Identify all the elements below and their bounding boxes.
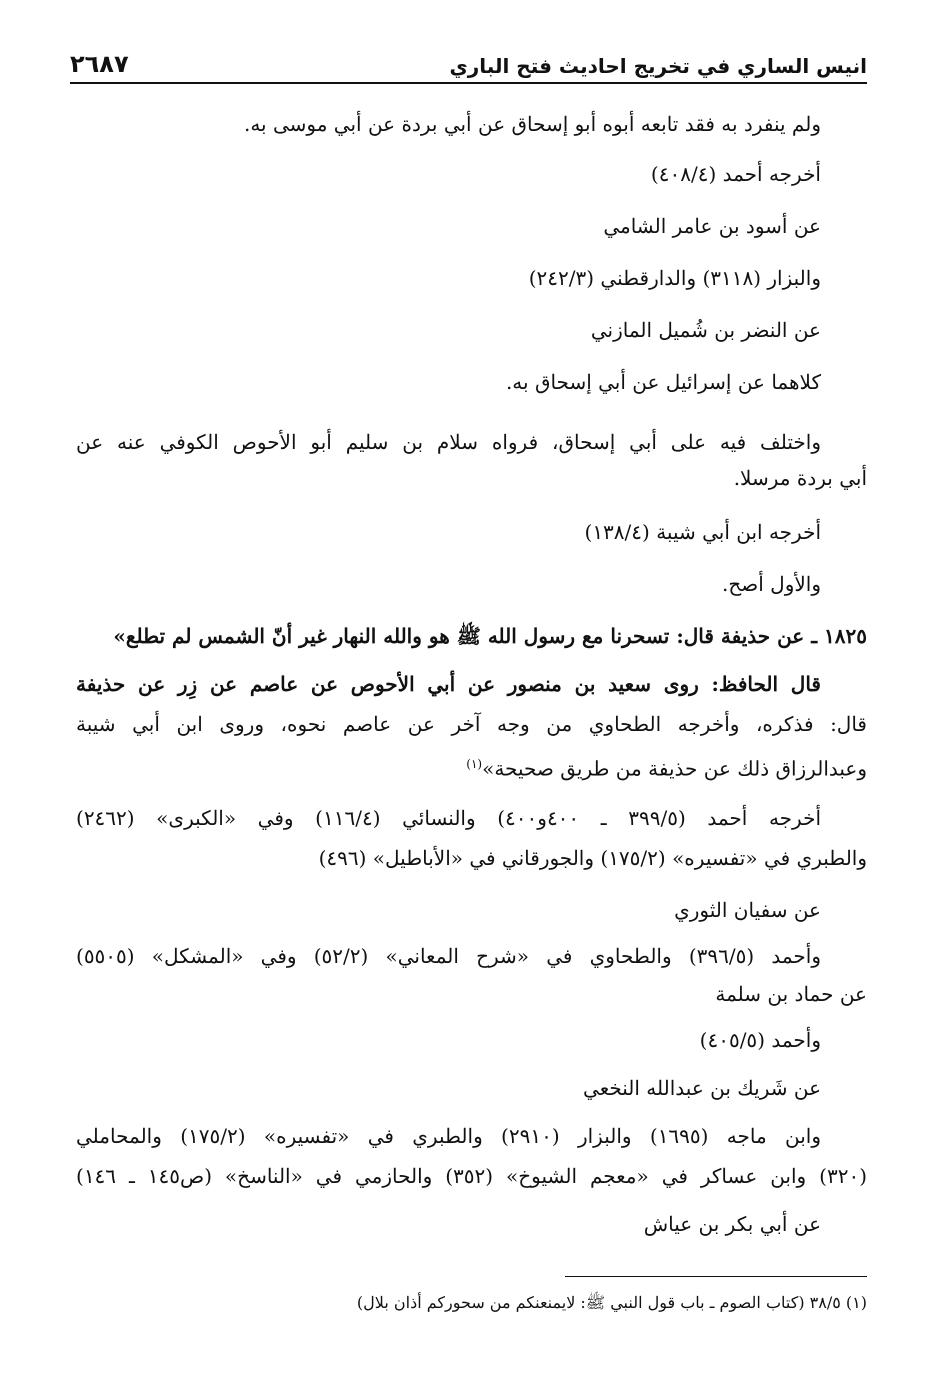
text-line: وأحمد (٣٩٦/٥) والطحاوي في «شرح المعاني» (٥٢/٢) وفي «المشكل» (٥٥٠٥) <box>76 944 821 968</box>
text-line: عن شَريك بن عبدالله النخعي <box>583 1076 821 1100</box>
footnote: (١) ٣٨/٥ (كتاب الصوم ـ باب قول النبي ﷺ: لايمنعنكم من سحوركم أذان بلال) <box>356 1293 867 1312</box>
text-line: أخرجه أحمد (٣٩٩/٥ ـ ٤٠٠و٤٠٠) والنسائي (١١٦/٤) وفي «الكبرى» (٢٤٦٢) <box>76 806 821 830</box>
text-line <box>466 748 867 785</box>
text-line: عن حماد بن سلمة <box>715 982 867 1006</box>
text-line: وابن ماجه (١٦٩٥) والبزار (٢٩١٠) والطبري في «تفسيره» (١٧٥/٢) والمحاملي <box>76 1124 822 1148</box>
footnote-separator <box>565 1276 867 1277</box>
text-line: عن سفيان الثوري <box>674 898 821 922</box>
text-line: عن أبي بكر بن عياش <box>643 1212 821 1236</box>
text-line: ولم ينفرد به فقد تابعه أبوه أبو إسحاق عن أبي بردة عن أبي موسى به. <box>243 112 821 136</box>
text-line: أخرجه أحمد (٤٠٨/٤) <box>650 162 821 186</box>
text-line: عن أسود بن عامر الشامي <box>603 214 821 238</box>
text-line: واختلف فيه على أبي إسحاق، فرواه سلام بن سليم أبو الأحوص الكوفي عنه عن <box>76 430 821 454</box>
text-line: عن النضر بن شُميل المازني <box>590 318 821 342</box>
page-header <box>70 40 867 84</box>
book-title: انيس الساري في تخريج احاديث فتح الباري <box>449 54 867 78</box>
text-line: والأول أصح. <box>722 572 821 596</box>
text-line: قال الحافظ: روى سعيد بن منصور عن أبي الأحوص عن عاصم عن زِر عن حذيفة <box>76 672 821 696</box>
text-line: وأحمد (٤٠٥/٥) <box>699 1028 821 1052</box>
text-line: والبزار (٣١١٨) والدارقطني (٢٤٢/٣) <box>528 266 821 290</box>
footnote-marker: (١) <box>466 757 483 771</box>
page-number: ٢٦٨٧ <box>70 50 129 78</box>
text-line: قال: فذكره، وأخرجه الطحاوي من وجه آخر عن عاصم نحوه، وروى ابن أبي شيبة <box>76 712 867 736</box>
hadith-heading: ١٨٢٥ ـ عن حذيفة قال: تسحرنا مع رسول الله ﷺ هو والله النهار غير أنّ الشمس لم تطلع» <box>113 624 867 648</box>
text-line-content: وعبدالرزاق ذلك عن حذيفة من طريق صحيحة» <box>482 756 867 781</box>
text-line: أخرجه ابن أبي شيبة (١٣٨/٤) <box>584 520 821 544</box>
text-line: كلاهما عن إسرائيل عن أبي إسحاق به. <box>505 370 821 394</box>
text-line: أبي بردة مرسلا. <box>733 466 867 490</box>
text-line: والطبري في «تفسيره» (١٧٥/٢) والجورقاني في «الأباطيل» (٤٩٦) <box>318 846 867 870</box>
text-line: (٣٢٠) وابن عساكر في «معجم الشيوخ» (٣٥٢) والحازمي في «الناسخ» (ص١٤٥ ـ ١٤٦) <box>76 1164 867 1188</box>
